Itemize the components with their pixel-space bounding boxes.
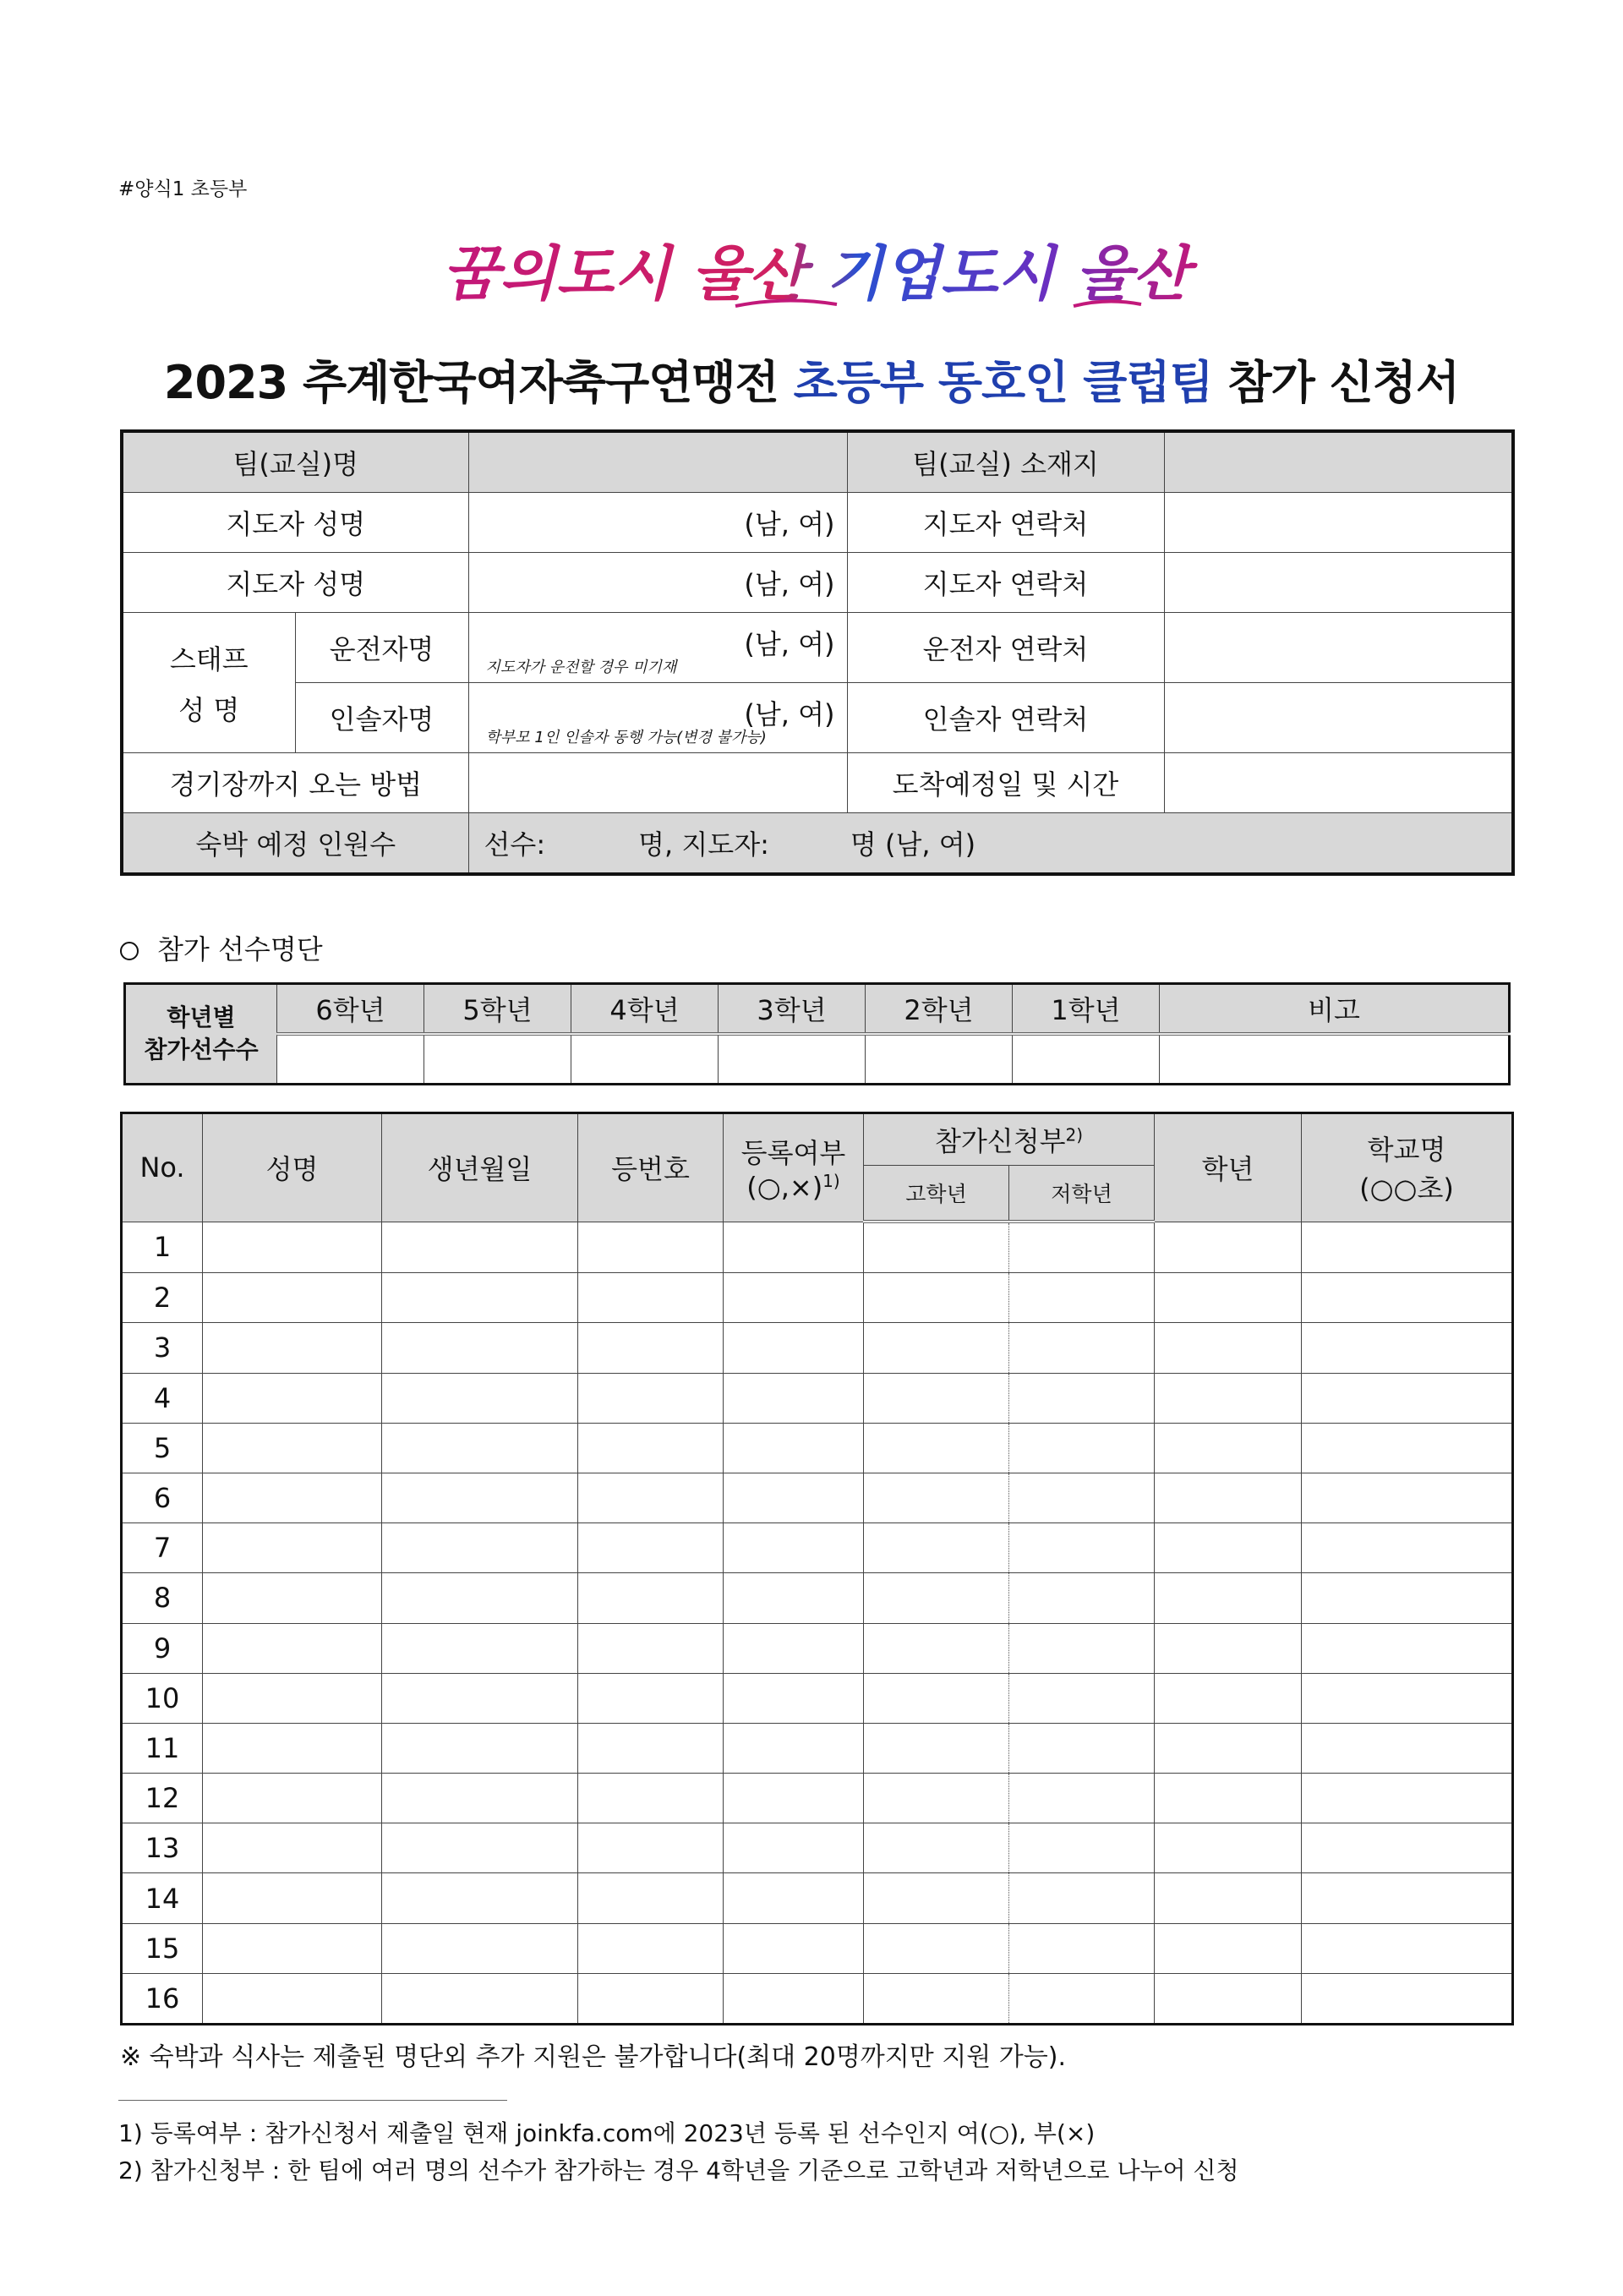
coach-name-field-1[interactable] [468,493,847,553]
row-school[interactable] [1302,1973,1513,2024]
row-grade[interactable] [1155,1873,1302,1923]
team-name-field[interactable] [468,431,847,493]
row-registered[interactable] [724,1723,864,1773]
row-division-low[interactable] [1009,1573,1155,1623]
row-division-high[interactable] [864,1373,1009,1423]
row-grade[interactable] [1155,1373,1302,1423]
lodging-end-label: 명 (남, 여) [850,828,976,861]
row-school[interactable] [1302,1723,1513,1773]
coach-name-label: 지도자 성명 [122,553,468,613]
footnote-1: 1) 등록여부 : 참가신청서 제출일 현재 joinkfa.com에 2023년 등록 된 선수인지 여(○), 부(×) [118,2119,1096,2147]
row-registered[interactable] [724,1323,864,1373]
row-no: 15 [122,1923,203,1973]
row-birth[interactable] [382,1373,578,1423]
row-division-low[interactable] [1009,1523,1155,1573]
staff-label [122,613,295,753]
table-row [122,1373,1513,1423]
row-name[interactable] [203,1774,382,1823]
staff-label-line1: 스태프 [169,642,249,675]
row-registered[interactable] [724,1923,864,1973]
row-division-low[interactable] [1009,1673,1155,1723]
lodging-field[interactable] [468,813,1513,875]
svg-text:꿈의도시 울산 기업도시 울산: 꿈의도시 울산 기업도시 울산 [441,238,1190,309]
row-birth[interactable] [382,1873,578,1923]
row-school[interactable] [1302,1423,1513,1473]
driver-contact-field[interactable] [1164,613,1513,683]
row-no: 7 [122,1523,203,1573]
row-birth[interactable] [382,1573,578,1623]
row-grade[interactable] [1155,1573,1302,1623]
grade-label-line2: 참가선수수 [144,1036,259,1063]
row-grade[interactable] [1155,1222,1302,1273]
row-school[interactable] [1302,1623,1513,1673]
school-line1: 학교명 [1367,1134,1446,1167]
driver-contact-label: 운전자 연락처 [847,613,1164,683]
row-birth[interactable] [382,1273,578,1323]
table-row [122,1473,1513,1522]
col-registered [724,1113,864,1222]
row-division-low[interactable] [1009,1823,1155,1873]
grade-label-line1: 학년별 [167,1003,236,1031]
row-reg-no[interactable] [578,1723,724,1773]
row-registered[interactable] [724,1573,864,1623]
grade-count-table [123,982,1511,1085]
table-row [122,1774,1513,1823]
row-division-high[interactable] [864,1423,1009,1473]
col-division-low: 저학년 [1009,1166,1155,1222]
row-division-high[interactable] [864,1873,1009,1923]
grade-col-5: 5학년 [424,984,571,1035]
row-division-low[interactable] [1009,1623,1155,1673]
row-birth[interactable] [382,1222,578,1273]
row-birth[interactable] [382,1423,578,1473]
grade-col-note: 비고 [1160,984,1510,1035]
footnote-divider [118,2100,507,2101]
row-grade[interactable] [1155,1423,1302,1473]
row-reg-no[interactable] [578,1423,724,1473]
row-reg-no[interactable] [578,1973,724,2024]
row-registered[interactable] [724,1774,864,1823]
grade-count-cell[interactable] [424,1034,571,1085]
col-reg-no: 등번호 [578,1113,724,1222]
row-registered[interactable] [724,1673,864,1723]
row-grade[interactable] [1155,1673,1302,1723]
row-grade[interactable] [1155,1923,1302,1973]
row-no: 4 [122,1373,203,1423]
row-no: 16 [122,1973,203,2024]
roster-body [122,1222,1513,2025]
row-division-high[interactable] [864,1823,1009,1873]
row-grade[interactable] [1155,1473,1302,1522]
registered-line2: (○,×) [746,1171,823,1204]
row-reg-no[interactable] [578,1523,724,1573]
team-info-table [120,429,1515,876]
chaperone-note: 학부모 1인 인솔자 동행 가능(변경 불가능) [485,729,767,746]
row-name[interactable] [203,1973,382,2024]
row-birth[interactable] [382,1774,578,1823]
row-reg-no[interactable] [578,1373,724,1423]
col-school [1302,1113,1513,1222]
row-name[interactable] [203,1573,382,1623]
arrival-label: 도착예정일 및 시간 [847,753,1164,813]
division-label: 참가신청부 [934,1125,1066,1157]
row-name[interactable] [203,1923,382,1973]
row-registered[interactable] [724,1373,864,1423]
registered-line1: 등록여부 [740,1136,846,1169]
row-registered[interactable] [724,1273,864,1323]
row-birth[interactable] [382,1523,578,1573]
row-school[interactable] [1302,1473,1513,1522]
row-no: 2 [122,1273,203,1323]
grade-note-cell[interactable] [1160,1034,1510,1085]
row-grade[interactable] [1155,1273,1302,1323]
team-name-label: 팀(교실)명 [122,431,468,493]
row-reg-no[interactable] [578,1823,724,1873]
chaperone-contact-label: 인솔자 연락처 [847,683,1164,753]
row-school[interactable] [1302,1923,1513,1973]
row-school[interactable] [1302,1523,1513,1573]
table-row [122,1973,1513,2024]
row-division-high[interactable] [864,1673,1009,1723]
row-reg-no[interactable] [578,1673,724,1723]
row-name[interactable] [203,1423,382,1473]
grade-col-2: 2학년 [866,984,1013,1035]
row-birth[interactable] [382,1923,578,1973]
coach-contact-field-2[interactable] [1164,553,1513,613]
row-name[interactable] [203,1623,382,1673]
row-division-high[interactable] [864,1573,1009,1623]
row-school[interactable] [1302,1222,1513,1273]
row-name[interactable] [203,1723,382,1773]
col-division [864,1113,1155,1166]
gender-choice: (남, 여) [744,628,835,660]
row-grade[interactable] [1155,1774,1302,1823]
division-sup: 2) [1065,1124,1084,1145]
row-division-high[interactable] [864,1473,1009,1522]
row-division-high[interactable] [864,1323,1009,1373]
row-school[interactable] [1302,1273,1513,1323]
row-division-low[interactable] [1009,1774,1155,1823]
row-division-low[interactable] [1009,1222,1155,1273]
table-row [122,1723,1513,1773]
row-division-high[interactable] [864,1273,1009,1323]
row-division-high[interactable] [864,1774,1009,1823]
row-reg-no[interactable] [578,1273,724,1323]
grade-count-cell[interactable] [277,1034,424,1085]
form-label: #양식1 초등부 [118,178,248,200]
lodging-label: 숙박 예정 인원수 [122,813,468,875]
row-name[interactable] [203,1523,382,1573]
row-grade[interactable] [1155,1523,1302,1573]
roster-heading-text: 참가 선수명단 [157,933,323,965]
lodging-players-label: 선수: [484,828,546,861]
row-name[interactable] [203,1473,382,1522]
row-registered[interactable] [724,1222,864,1273]
lodging-coach-label: 명, 지도자: [638,828,769,861]
row-reg-no[interactable] [578,1573,724,1623]
player-roster-table [120,1112,1514,2025]
grade-col-1: 1학년 [1013,984,1160,1035]
row-name[interactable] [203,1673,382,1723]
row-birth[interactable] [382,1973,578,2024]
team-location-label: 팀(교실) 소재지 [847,431,1164,493]
coach-contact-label: 지도자 연락처 [847,553,1164,613]
coach-contact-label: 지도자 연락처 [847,493,1164,553]
grade-count-cell[interactable] [719,1034,866,1085]
row-division-low[interactable] [1009,1373,1155,1423]
row-division-low[interactable] [1009,1923,1155,1973]
team-location-field[interactable] [1164,431,1513,493]
coach-name-field-2[interactable] [468,553,847,613]
route-label: 경기장까지 오는 방법 [122,753,468,813]
row-division-low[interactable] [1009,1723,1155,1773]
table-row [122,1222,1513,1273]
registered-sup: 1) [822,1170,840,1191]
grade-count-cell[interactable] [866,1034,1013,1085]
table-row [122,1623,1513,1673]
row-no: 9 [122,1623,203,1673]
gender-choice: (남, 여) [744,508,835,540]
row-name[interactable] [203,1323,382,1373]
row-no: 1 [122,1222,203,1273]
row-school[interactable] [1302,1823,1513,1873]
row-name[interactable] [203,1273,382,1323]
table-row [122,1573,1513,1623]
row-name[interactable] [203,1873,382,1923]
row-birth[interactable] [382,1673,578,1723]
grade-count-cell[interactable] [1013,1034,1160,1085]
roster-heading [120,928,323,967]
row-name[interactable] [203,1823,382,1873]
table-row [122,1273,1513,1323]
coach-contact-field-1[interactable] [1164,493,1513,553]
col-no: No. [122,1113,203,1222]
row-division-low[interactable] [1009,1323,1155,1373]
row-no: 6 [122,1473,203,1522]
grade-col-3: 3학년 [719,984,866,1035]
row-registered[interactable] [724,1873,864,1923]
chaperone-name-field[interactable] [468,683,847,753]
row-grade[interactable] [1155,1973,1302,2024]
table-row [122,1523,1513,1573]
row-grade[interactable] [1155,1323,1302,1373]
table-row [122,1923,1513,1973]
col-grade: 학년 [1155,1113,1302,1222]
row-registered[interactable] [724,1623,864,1673]
title-part-2: 참가 신청서 [1212,356,1460,409]
row-no: 11 [122,1723,203,1773]
row-reg-no[interactable] [578,1873,724,1923]
row-division-low[interactable] [1009,1873,1155,1923]
row-grade[interactable] [1155,1623,1302,1673]
table-row [122,1673,1513,1723]
route-field[interactable] [468,753,847,813]
chaperone-name-label: 인솔자명 [295,683,468,753]
row-registered[interactable] [724,1473,864,1522]
page-title [0,347,1623,412]
row-division-high[interactable] [864,1523,1009,1573]
row-no: 12 [122,1774,203,1823]
row-school[interactable] [1302,1673,1513,1723]
row-no: 3 [122,1323,203,1373]
row-school[interactable] [1302,1573,1513,1623]
arrival-field[interactable] [1164,753,1513,813]
row-school[interactable] [1302,1373,1513,1423]
row-grade[interactable] [1155,1723,1302,1773]
row-reg-no[interactable] [578,1222,724,1273]
row-grade[interactable] [1155,1823,1302,1873]
school-line2: (○○초) [1359,1173,1454,1205]
row-birth[interactable] [382,1723,578,1773]
row-no: 13 [122,1823,203,1873]
row-school[interactable] [1302,1323,1513,1373]
driver-name-field[interactable] [468,613,847,683]
row-reg-no[interactable] [578,1623,724,1673]
gender-choice: (남, 여) [744,568,835,600]
driver-note: 지도자가 운전할 경우 미기재 [485,659,677,676]
driver-name-label: 운전자명 [295,613,468,683]
row-no: 14 [122,1873,203,1923]
table-row [122,1323,1513,1373]
staff-label-line2: 성 명 [178,693,240,726]
row-name[interactable] [203,1222,382,1273]
row-division-high[interactable] [864,1623,1009,1673]
coach-name-label: 지도자 성명 [122,493,468,553]
table-row [122,1423,1513,1473]
row-no: 8 [122,1573,203,1623]
city-slogan-logo [441,228,1190,321]
row-division-high[interactable] [864,1222,1009,1273]
gender-choice: (남, 여) [744,698,835,730]
row-no: 10 [122,1673,203,1723]
grade-count-cell[interactable] [571,1034,719,1085]
row-reg-no[interactable] [578,1323,724,1373]
row-registered[interactable] [724,1523,864,1573]
row-birth[interactable] [382,1323,578,1373]
col-birth: 생년월일 [382,1113,578,1222]
row-registered[interactable] [724,1823,864,1873]
title-highlight: 초등부 동호인 클럽팀 [793,356,1213,409]
footer-note: ※ 숙박과 식사는 제출된 명단외 추가 지원은 불가합니다(최대 20명까지만 지원 가능). [120,2042,1066,2072]
table-row [122,1823,1513,1873]
col-division-high: 고학년 [864,1166,1009,1222]
row-school[interactable] [1302,1774,1513,1823]
col-name: 성명 [203,1113,382,1222]
row-birth[interactable] [382,1473,578,1522]
row-registered[interactable] [724,1973,864,2024]
grade-count-label [125,984,277,1085]
row-reg-no[interactable] [578,1473,724,1522]
row-reg-no[interactable] [578,1923,724,1973]
row-division-low[interactable] [1009,1423,1155,1473]
row-division-high[interactable] [864,1723,1009,1773]
row-division-low[interactable] [1009,1973,1155,2024]
title-part-1: 2023 추계한국여자축구연맹전 [163,356,794,409]
circle-bullet-icon [120,942,139,960]
row-division-high[interactable] [864,1973,1009,2024]
table-row [122,1873,1513,1923]
row-division-low[interactable] [1009,1273,1155,1323]
footnote-2: 2) 참가신청부 : 한 팀에 여러 명의 선수가 참가하는 경우 4학년을 기준으로 고학년과 저학년으로 나누어 신청 [118,2157,1239,2184]
grade-col-4: 4학년 [571,984,719,1035]
row-division-low[interactable] [1009,1473,1155,1522]
row-reg-no[interactable] [578,1774,724,1823]
row-birth[interactable] [382,1823,578,1873]
chaperone-contact-field[interactable] [1164,683,1513,753]
row-name[interactable] [203,1373,382,1423]
row-school[interactable] [1302,1873,1513,1923]
row-no: 5 [122,1423,203,1473]
row-birth[interactable] [382,1623,578,1673]
grade-col-6: 6학년 [277,984,424,1035]
row-division-high[interactable] [864,1923,1009,1973]
row-registered[interactable] [724,1423,864,1473]
